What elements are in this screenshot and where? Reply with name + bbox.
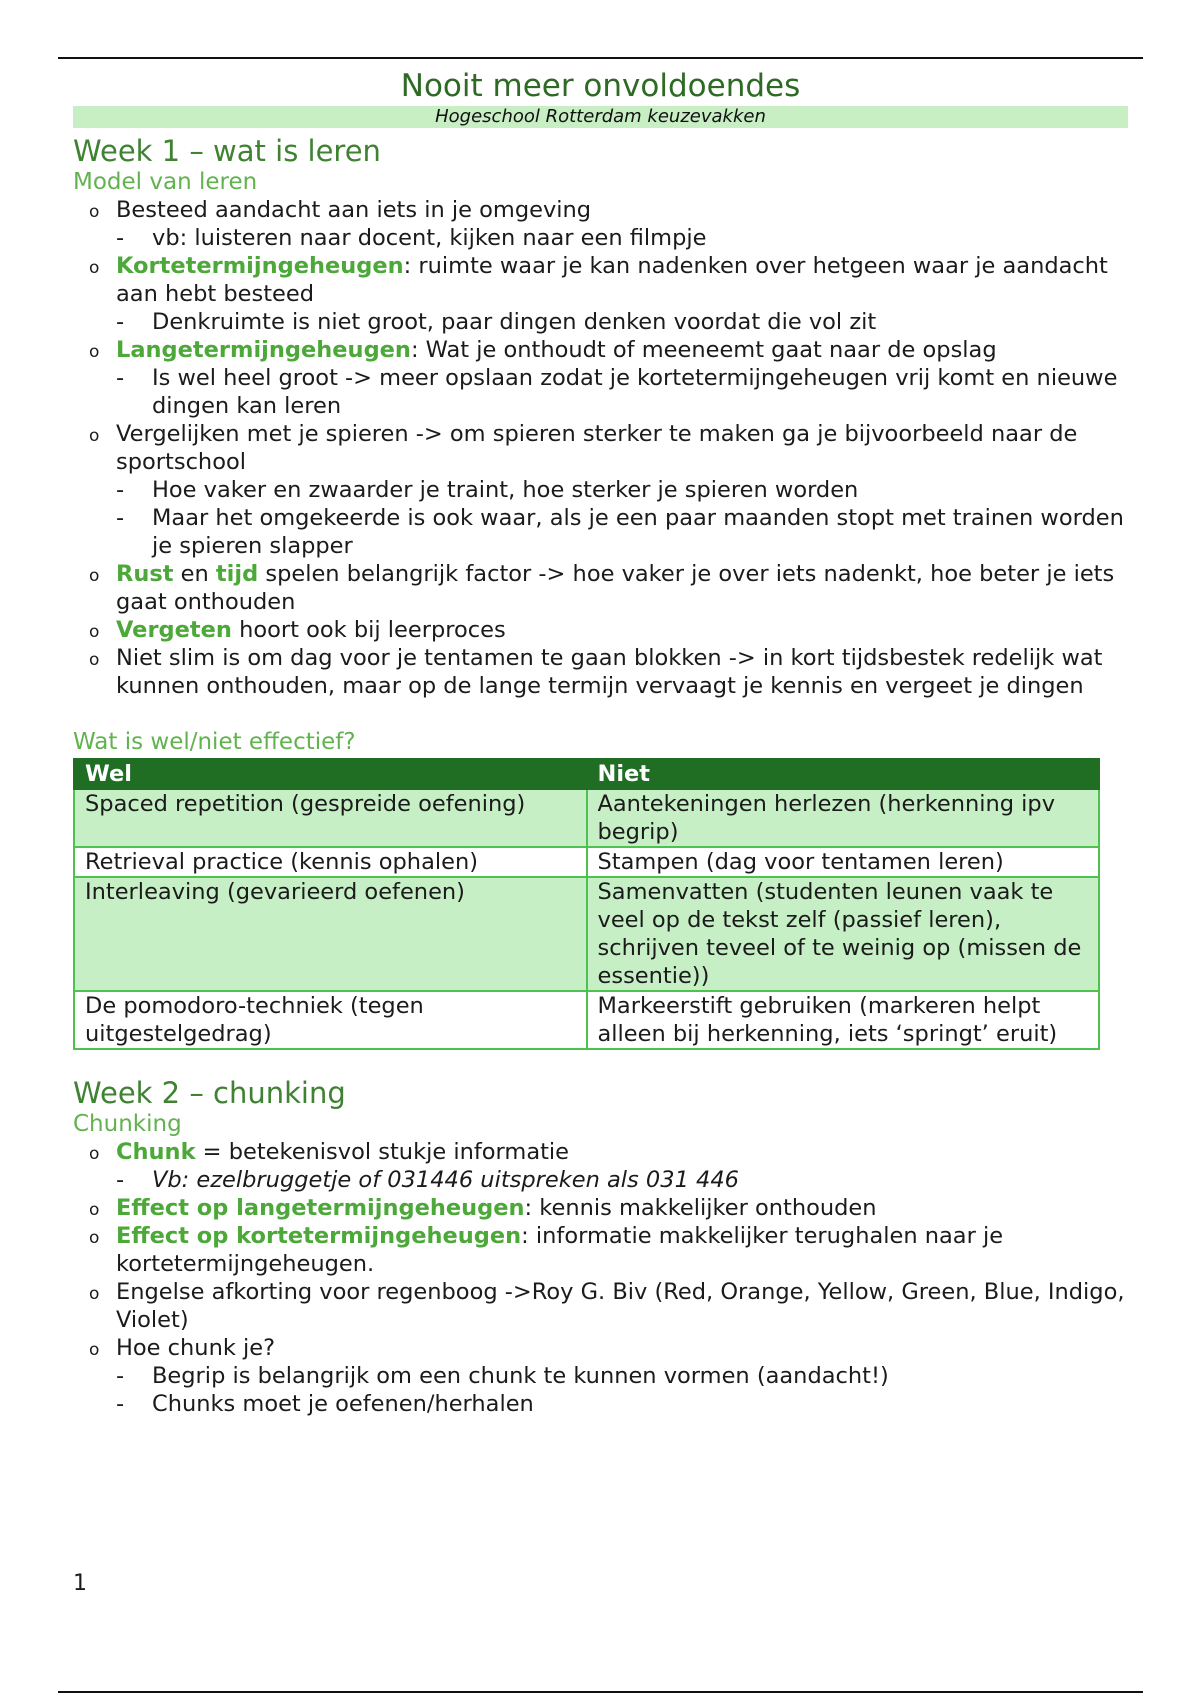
effectief-heading: Wat is wel/niet effectief?	[73, 729, 356, 755]
sub-list-item: - Vb: ezelbruggetje of 031446 uitspreken als 031 446	[116, 1166, 1128, 1194]
page-number: 1	[73, 1571, 87, 1596]
column-header-niet: Niet	[587, 759, 1100, 789]
list-item: o Vergeten hoort ook bij leerproces	[73, 616, 1128, 644]
table-header-row	[74, 759, 1099, 789]
table-cell: Interleaving (gevarieerd oefenen)	[74, 877, 587, 991]
week1-list	[73, 196, 1128, 700]
keyword: Vergeten	[116, 617, 232, 643]
column-header-wel: Wel	[74, 759, 587, 789]
effectiveness-table	[73, 758, 1100, 1050]
keyword: Effect op langetermijngeheugen	[116, 1195, 525, 1221]
keyword: Rust	[116, 561, 174, 587]
keyword: Effect op kortetermijngeheugen	[116, 1223, 522, 1249]
sub-list-item: - Begrip is belangrijk om een chunk te kunnen vormen (aandacht!)	[116, 1362, 1128, 1390]
document-subtitle: Hogeschool Rotterdam keuzevakken	[73, 106, 1128, 128]
table-cell: Samenvatten (studenten leunen vaak te veel op de tekst zelf (passief leren), schrijven teveel of te weinig op (missen de essentie))	[587, 877, 1100, 991]
sub-list-item: - Denkruimte is niet groot, paar dingen denken voordat die vol zit	[116, 308, 1128, 336]
table-cell: De pomodoro-techniek (tegen uitgestelgedrag)	[74, 991, 587, 1049]
list-item: o Besteed aandacht aan iets in je omgeving - vb: luisteren naar docent, kijken naar een filmpje	[73, 196, 1128, 252]
table-cell: Spaced repetition (gespreide oefening)	[74, 789, 587, 847]
table-cell: Aantekeningen herlezen (herkenning ipv begrip)	[587, 789, 1100, 847]
list-item: o Rust en tijd spelen belangrijk factor -> hoe vaker je over iets nadenkt, hoe beter je iets gaat onthouden	[73, 560, 1128, 616]
table-cell: Markeerstift gebruiken (markeren helpt alleen bij herkenning, iets ‘springt’ eruit)	[587, 991, 1100, 1049]
table-cell: Retrieval practice (kennis ophalen)	[74, 847, 587, 877]
sub-list-item: - Hoe vaker en zwaarder je traint, hoe sterker je spieren worden	[116, 476, 1128, 504]
document-title: Nooit meer onvoldoendes	[400, 68, 801, 104]
list-item: o Vergelijken met je spieren -> om spieren sterker te maken ga je bijvoorbeeld naar de sportschool - Hoe vaker en zwaarder je traint, hoe sterker je spieren worden - Maar het omgekeerde is ook waar, als je een paar maanden stopt met trainen worden je spieren slapper	[73, 420, 1128, 560]
table-row	[74, 877, 1099, 991]
sub-list-item: - vb: luisteren naar docent, kijken naar een filmpje	[116, 224, 1128, 252]
list-item: o Hoe chunk je? - Begrip is belangrijk om een chunk te kunnen vormen (aandacht!) - Chunks moet je oefenen/herhalen	[73, 1334, 1128, 1418]
list-item: o Kortetermijngeheugen: ruimte waar je kan nadenken over hetgeen waar je aandacht aan hebt besteed - Denkruimte is niet groot, paar dingen denken voordat die vol zit	[73, 252, 1128, 336]
bottom-rule	[58, 1691, 1143, 1693]
list-item: o Engelse afkorting voor regenboog ->Roy G. Biv (Red, Orange, Yellow, Green, Blue, Indigo, Violet)	[73, 1278, 1128, 1334]
list-item: o Chunk = betekenisvol stukje informatie - Vb: ezelbruggetje of 031446 uitspreken als 031 446	[73, 1138, 1128, 1194]
week2-list	[73, 1138, 1128, 1418]
keyword: Kortetermijngeheugen	[116, 253, 404, 279]
top-rule	[58, 57, 1143, 59]
table-row	[74, 847, 1099, 877]
table-cell: Stampen (dag voor tentamen leren)	[587, 847, 1100, 877]
list-item: o Langetermijngeheugen: Wat je onthoudt of meeneemt gaat naar de opslag - Is wel heel groot -> meer opslaan zodat je kortetermijngeheugen vrij komt en nieuwe dingen kan leren	[73, 336, 1128, 420]
week2-heading: Week 2 – chunking	[73, 1076, 346, 1110]
keyword: tijd	[215, 561, 259, 587]
keyword: Chunk	[116, 1139, 196, 1165]
table-row	[74, 789, 1099, 847]
sub-list-item: - Is wel heel groot -> meer opslaan zodat je kortetermijngeheugen vrij komt en nieuwe dingen kan leren	[116, 364, 1128, 420]
list-item: o Effect op langetermijngeheugen: kennis makkelijker onthouden	[73, 1194, 1128, 1222]
document-page	[73, 66, 1128, 1418]
sub-list-item: - Chunks moet je oefenen/herhalen	[116, 1390, 1128, 1418]
keyword: Langetermijngeheugen	[116, 337, 411, 363]
list-item: o Niet slim is om dag voor je tentamen te gaan blokken -> in kort tijdsbestek redelijk wat kunnen onthouden, maar op de lange termijn vervaagt je kennis en vergeet je dingen	[73, 644, 1128, 700]
week1-heading: Week 1 – wat is leren	[73, 134, 381, 168]
table-row	[74, 991, 1099, 1049]
sub-list-item: - Maar het omgekeerde is ook waar, als je een paar maanden stopt met trainen worden je spieren slapper	[116, 504, 1128, 560]
list-item: o Effect op kortetermijngeheugen: informatie makkelijker terughalen naar je kortetermijngeheugen.	[73, 1222, 1128, 1278]
chunking-heading: Chunking	[73, 1111, 182, 1137]
model-van-leren-heading: Model van leren	[73, 169, 258, 195]
